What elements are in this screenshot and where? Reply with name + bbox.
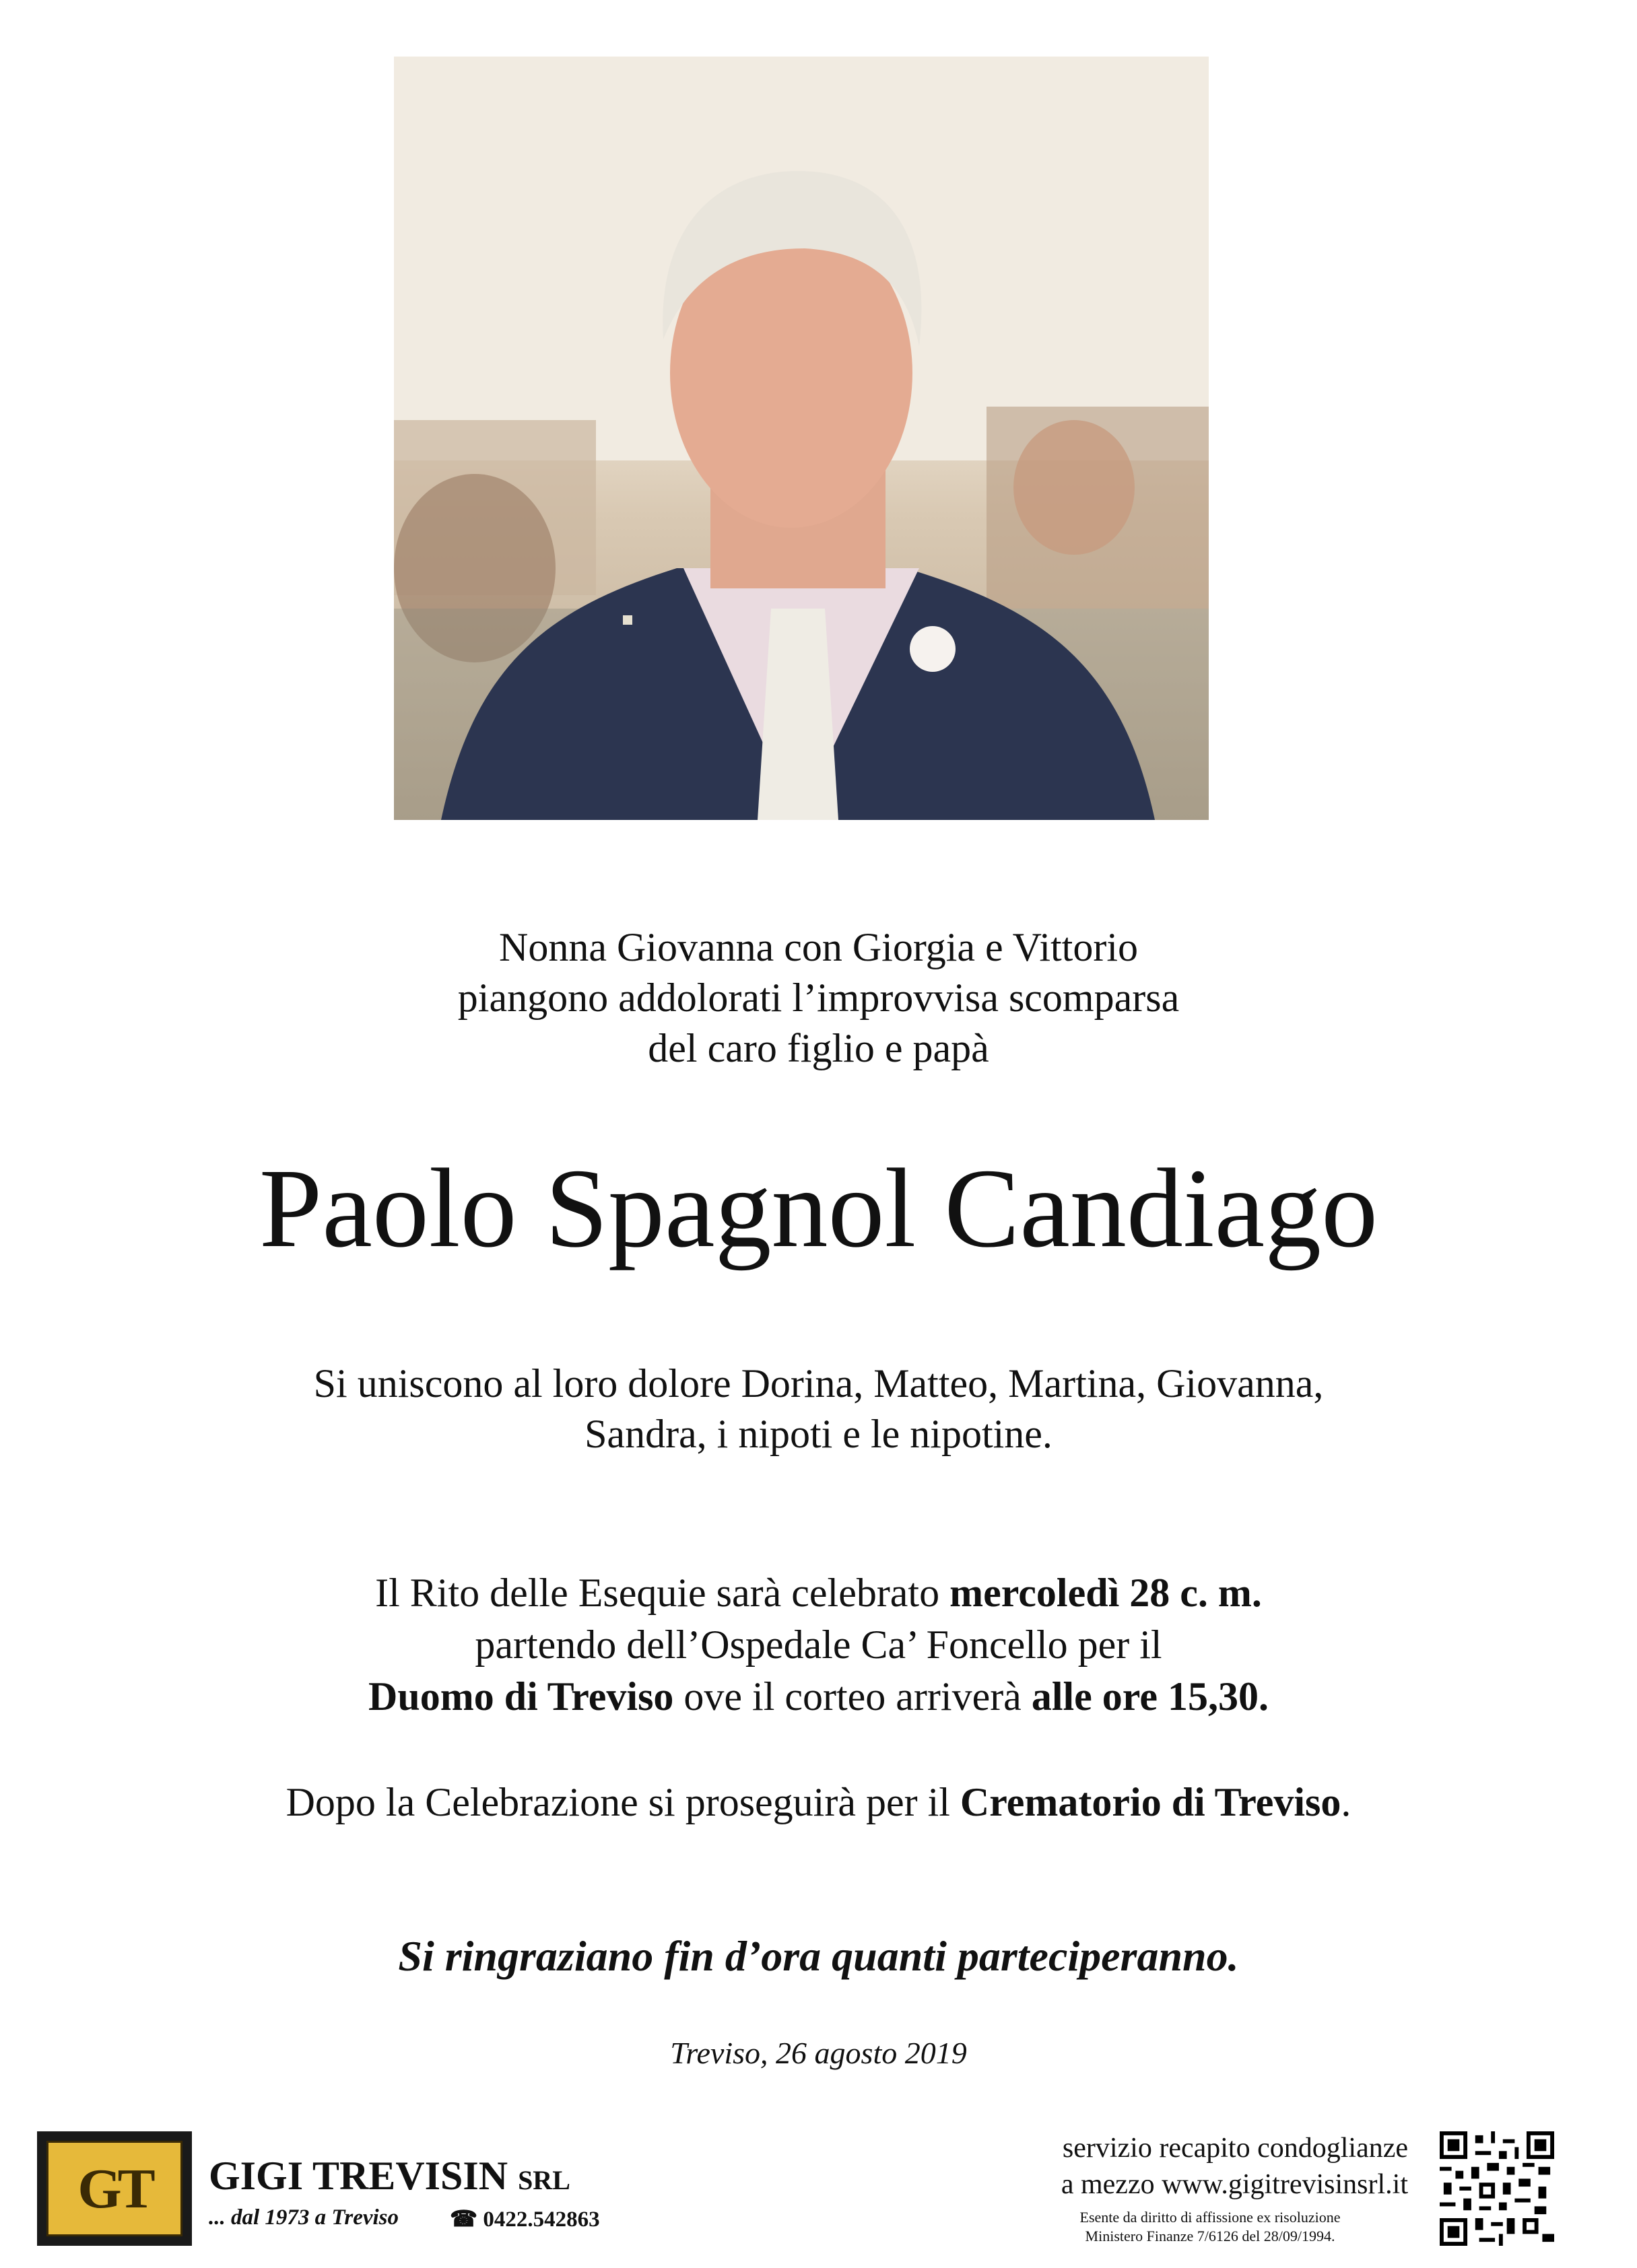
rite-line-2: partendo dell’Ospedale Ca’ Foncello per il xyxy=(475,1622,1162,1667)
company-name xyxy=(209,2153,570,2199)
join-text xyxy=(0,1359,1637,1459)
after-text: Dopo la Celebrazione si proseguirà per il xyxy=(286,1780,960,1824)
crematorium-name: Crematorio di Treviso xyxy=(960,1780,1341,1824)
intro-line: piangono addolorati l’improvvisa scomparsa xyxy=(457,975,1180,1020)
logo-plate xyxy=(46,2141,182,2236)
rite-line-1 xyxy=(0,1567,1637,1619)
company-since: ... dal 1973 a Treviso xyxy=(209,2205,399,2230)
exempt-line: Ministero Finanze 7/6126 del 28/09/1994. xyxy=(1085,2228,1335,2244)
condolence-service xyxy=(1061,2130,1408,2203)
rite-text: Il Rito delle Esequie sarà celebrato xyxy=(375,1571,950,1615)
intro-line: del caro figlio e papà xyxy=(648,1026,989,1070)
join-line: Si uniscono al loro dolore Dorina, Matteo, Martina, Giovanna, xyxy=(313,1361,1324,1406)
service-line: servizio recapito condoglianze xyxy=(1062,2133,1408,2164)
exempt-line: Esente da diritto di affissione ex risoluzione xyxy=(1079,2209,1341,2226)
thanks-text: Si ringraziano fin d’ora quanti parteciperanno. xyxy=(398,1932,1239,1980)
rite-text: ove il corteo arriverà xyxy=(673,1674,1032,1719)
service-website: a mezzo www.gigitrevisinsrl.it xyxy=(1061,2169,1408,2200)
rite-time: alle ore 15,30. xyxy=(1031,1674,1269,1719)
company-suffix: SRL xyxy=(518,2165,570,2195)
qr-code-icon xyxy=(1440,2131,1554,2246)
join-line: Sandra, i nipoti e le nipotine. xyxy=(584,1412,1053,1456)
after-ceremony xyxy=(0,1777,1637,1828)
after-period: . xyxy=(1341,1780,1351,1824)
portrait-photo xyxy=(394,57,1209,820)
logo-letters: GT xyxy=(77,2157,152,2220)
company-phone xyxy=(450,2205,600,2232)
intro-text xyxy=(0,922,1637,1074)
phone-number: 0422.542863 xyxy=(483,2207,600,2232)
rite-date: mercoledì 28 c. m. xyxy=(949,1571,1262,1615)
rite-place: Duomo di Treviso xyxy=(368,1674,674,1719)
notice-date: Treviso, 26 agosto 2019 xyxy=(670,2036,967,2070)
funeral-details xyxy=(0,1567,1637,1723)
company-title: GIGI TREVISIN xyxy=(209,2154,508,2198)
rite-line-3 xyxy=(0,1671,1637,1723)
company-logo xyxy=(37,2131,192,2246)
intro-line: Nonna Giovanna con Giorgia e Vittorio xyxy=(499,925,1138,969)
telephone-icon: ☎ xyxy=(450,2207,478,2232)
exemption-note xyxy=(1035,2208,1385,2246)
deceased-name: Paolo Spagnol Candiago xyxy=(259,1146,1378,1271)
